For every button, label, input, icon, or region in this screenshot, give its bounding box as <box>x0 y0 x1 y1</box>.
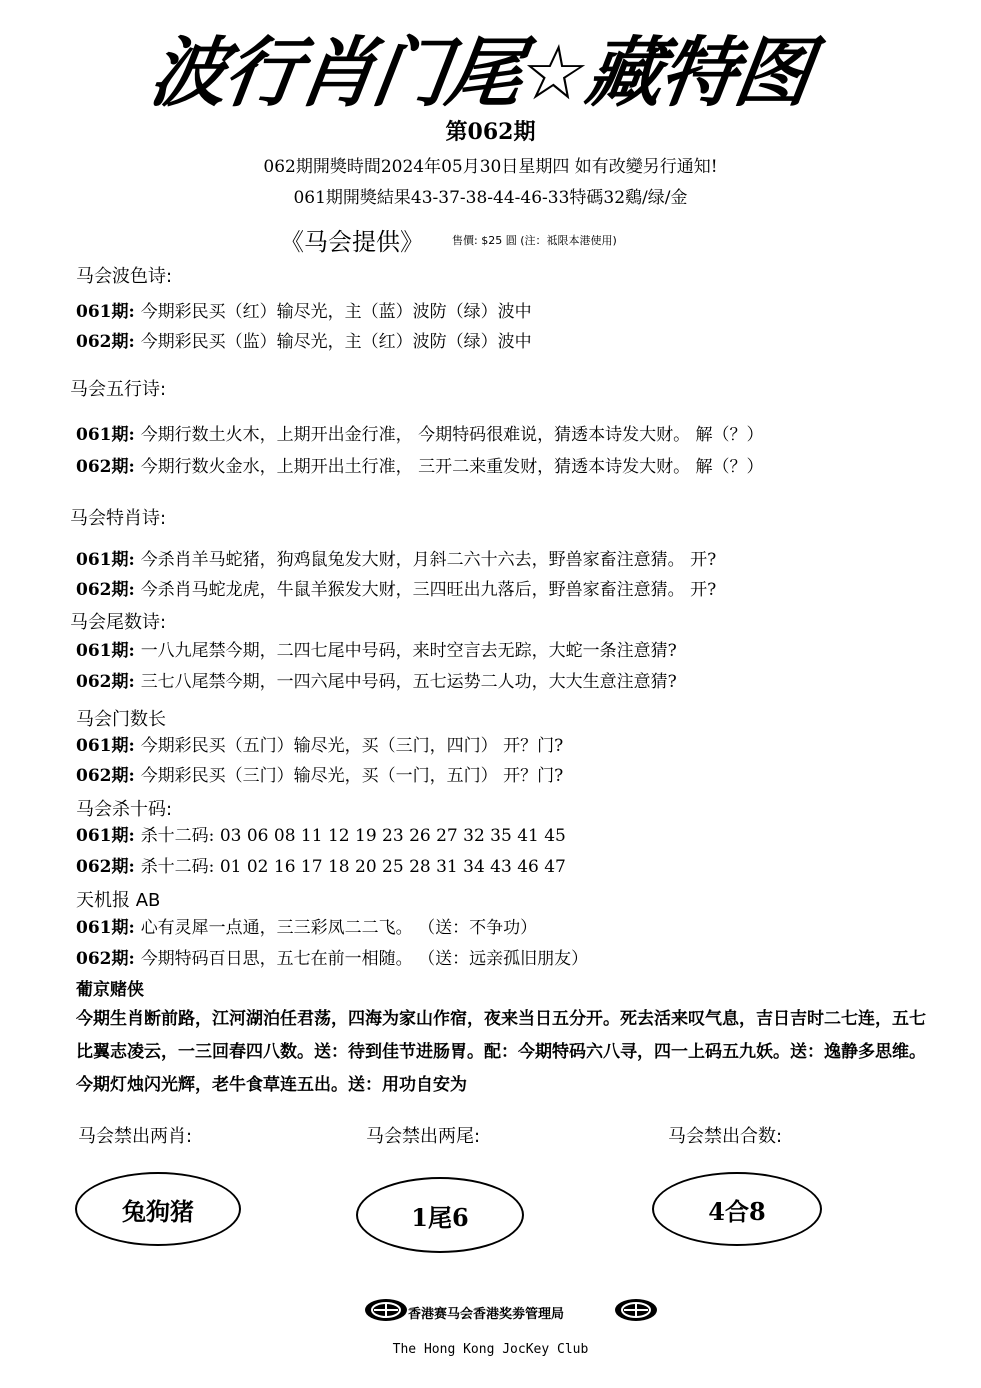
footer-org-cn: 香港赛马会香港奖劵管理局 <box>408 1307 565 1322</box>
jockey-club-emblem-icon <box>614 1298 658 1322</box>
row-text: 一八九尾禁今期，二四七尾中号码，来时空言去无踪，大蛇一条注意猜? <box>140 641 677 661</box>
list-item <box>76 297 532 322</box>
list-item <box>76 575 716 600</box>
list-item <box>76 452 764 477</box>
section-heading: 葡京赌侠 <box>76 980 144 1000</box>
draw-time: 062期開獎時間2024年05月30日星期四 如有改變另行通知! <box>263 157 718 177</box>
list-item <box>76 944 588 969</box>
footer-org-en: The Hong Kong JocKey Club <box>392 1342 589 1357</box>
page-title: 波行肖门尾☆藏特图 <box>144 28 816 117</box>
list-item <box>76 545 716 570</box>
section-heading: 马会尾数诗: <box>70 612 167 633</box>
list-item <box>76 327 532 352</box>
row-text: 今期彩民买（红）输尽光，主（蓝）波防（绿）波中 <box>140 302 532 322</box>
provider: 《马会提供》 <box>280 228 424 256</box>
row-text: 杀十二码: 03 06 08 11 12 19 23 26 27 32 35 41 45 <box>140 826 566 846</box>
ban-sum-label: 马会禁出合数: <box>668 1126 783 1147</box>
row-text: 杀十二码: 01 02 16 17 18 20 25 28 31 34 43 46 47 <box>140 857 566 877</box>
list-item <box>76 821 566 846</box>
ban-zodiac-value: 兔狗猪 <box>122 1196 194 1226</box>
list-item <box>76 852 566 877</box>
section-heading: 天机报 AB <box>76 890 161 911</box>
row-issue: 061期: <box>76 736 135 756</box>
last-result: 061期開獎結果43-37-38-44-46-33特碼32鷄/绿/金 <box>293 188 688 208</box>
ban-sum-value: 4合8 <box>708 1196 766 1226</box>
section-heading: 马会杀十码: <box>76 799 173 820</box>
row-issue: 062期: <box>76 332 135 352</box>
prose-text: 今期生肖断前路，江河湖泊任君荡，四海为家山作宿，夜来当日五分开。死去活来叹气息，吉日吉时二七连，五七比翼志凌云，一三回春四八数。送：待到佳节进肠胃。配：今期特码六八寻，四一上码五九妖。送：逸静多思维。今期灯烛闪光辉，老牛食草连五出。送：用功自安为 <box>76 1009 926 1095</box>
row-text: 心有灵犀一点通，三三彩凤二二飞。 （送：不争功） <box>140 918 538 938</box>
section-heading: 马会波色诗: <box>76 266 173 287</box>
row-text: 今期行数火金水，上期开出土行准， 三开二来重发财，猜透本诗发大财。 解（？） <box>140 457 764 477</box>
ban-zodiac-label: 马会禁出两肖: <box>78 1126 193 1147</box>
row-text: 今期特码百日思，五七在前一相随。 （送：远亲孤旧朋友） <box>140 949 589 969</box>
row-issue: 061期: <box>76 918 135 938</box>
section-heading: 马会五行诗: <box>70 379 167 400</box>
list-item <box>76 420 764 445</box>
section-heading: 马会特肖诗: <box>70 508 167 529</box>
list-item <box>76 667 677 692</box>
row-text: 三七八尾禁今期，一四六尾中号码，五七运势二人功，大大生意注意猜? <box>140 672 677 692</box>
ban-tail-value: 1尾6 <box>411 1202 469 1232</box>
row-text: 今期行数土火木，上期开出金行准， 今期特码很难说，猜透本诗发大财。 解（？） <box>140 425 764 445</box>
ban-tail-oval <box>356 1177 524 1253</box>
list-item <box>76 731 563 756</box>
ban-zodiac-oval <box>75 1172 241 1246</box>
ban-tail-label: 马会禁出两尾: <box>366 1126 481 1147</box>
row-text: 今期彩民买（三门）输尽光，买（一门，五门） 开？门? <box>140 766 564 786</box>
row-issue: 062期: <box>76 672 135 692</box>
section-heading: 马会门数长 <box>76 709 166 730</box>
ban-sum-oval <box>652 1172 822 1246</box>
row-issue: 061期: <box>76 302 135 322</box>
row-text: 今杀肖羊马蛇猪，狗鸡鼠兔发大财，月斜二六十六去，野兽家畜注意猜。 开? <box>140 550 717 570</box>
list-item <box>76 636 677 661</box>
row-text: 今期彩民买（五门）输尽光，买（三门，四门） 开？门? <box>140 736 564 756</box>
price-note: 售價: $25 圓 (注：祗限本港使用) <box>452 234 617 247</box>
list-item <box>76 913 537 938</box>
row-issue: 062期: <box>76 766 135 786</box>
row-issue: 062期: <box>76 457 135 477</box>
row-issue: 061期: <box>76 641 135 661</box>
row-issue: 062期: <box>76 857 135 877</box>
row-issue: 062期: <box>76 949 135 969</box>
row-issue: 061期: <box>76 425 135 445</box>
row-issue: 062期: <box>76 580 135 600</box>
row-text: 今期彩民买（监）输尽光，主（红）波防（绿）波中 <box>140 332 532 352</box>
row-text: 今杀肖马蛇龙虎，牛鼠羊猴发大财，三四旺出九落后，野兽家畜注意猜。 开? <box>140 580 717 600</box>
issue-number: 第062期 <box>445 119 536 145</box>
row-issue: 061期: <box>76 826 135 846</box>
jockey-club-emblem-icon <box>364 1298 408 1322</box>
row-issue: 061期: <box>76 550 135 570</box>
list-item <box>76 761 563 786</box>
